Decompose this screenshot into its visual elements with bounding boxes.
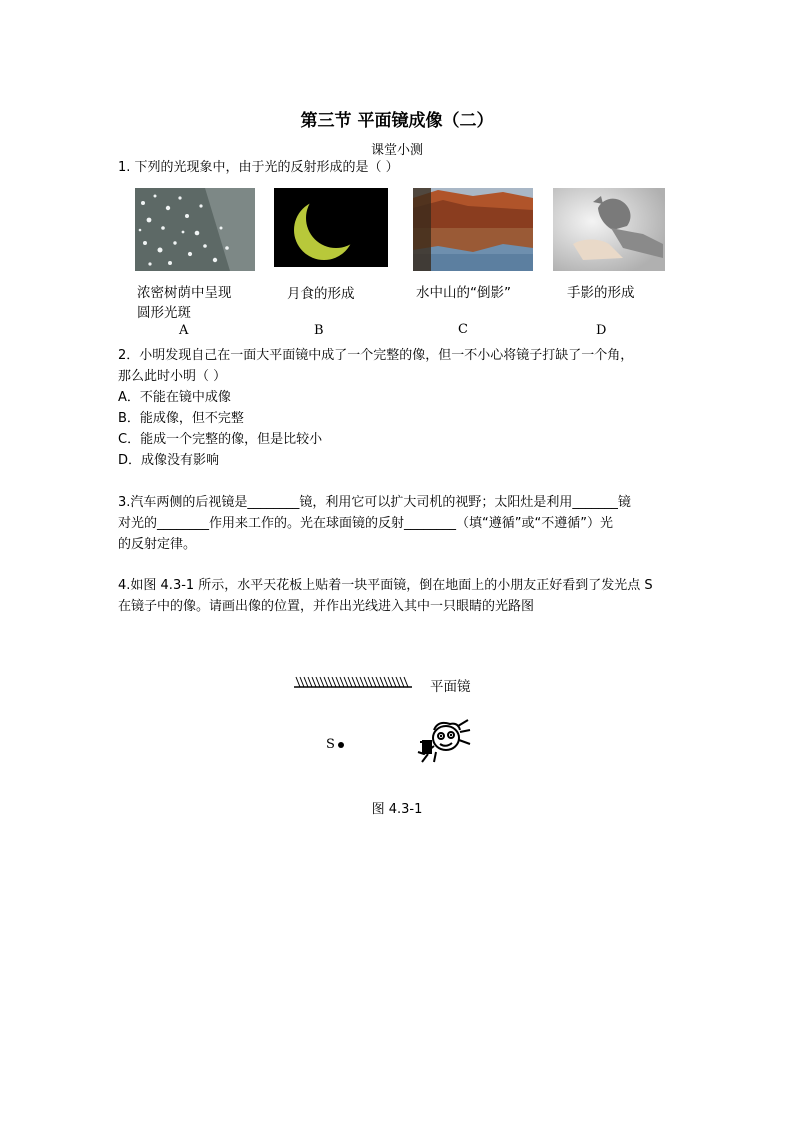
photo-hand-shadow (553, 188, 665, 271)
q4-line1: 4.如图 4.3-1 所示，水平天花板上贴着一块平面镜，倒在地面上的小朋友正好看到了发光点 S (118, 578, 653, 593)
page-subtitle: 课堂小测 (370, 143, 423, 158)
q2-option-c: C．能成一个完整的像，但是比较小 (118, 432, 323, 447)
option-b-caption: 月食的形成 (287, 286, 355, 302)
q3-line3: 的反射定律。 (118, 537, 197, 552)
photo-mountain-reflection (413, 188, 533, 271)
plane-mirror-icon (290, 672, 416, 690)
option-d-caption: 手影的形成 (567, 285, 635, 301)
q2-option-d: D．成像没有影响 (118, 453, 220, 468)
photo-eclipse (274, 188, 388, 267)
page-title: 第三节 平面镜成像（二） (300, 111, 494, 131)
photo-tree-shade-light-spots (135, 188, 255, 271)
q3-line1: 3.汽车两侧的后视镜是________镜，利用它可以扩大司机的视野；太阳灶是利用_______镜 (118, 495, 631, 510)
mirror-label: 平面镜 (430, 679, 471, 695)
option-c-caption: 水中山的“倒影” (416, 285, 511, 301)
q1-stem: 1. 下列的光现象中，由于光的反射形成的是（ ） (118, 160, 399, 175)
q4-line2: 在镜子中的像。请画出像的位置，并作出光线进入其中一只眼睛的光路图 (118, 599, 535, 614)
option-a-caption-line2: 圆形光斑 (137, 305, 191, 321)
option-b-letter: B (314, 323, 324, 338)
q2-option-b: B．能成像，但不完整 (118, 411, 244, 426)
figure-caption: 图 4.3-1 (371, 802, 423, 817)
option-c-letter: C (458, 322, 468, 337)
q2-stem-line2: 那么此时小明（ ） (118, 369, 227, 384)
light-point-dot (337, 741, 345, 749)
option-d-letter: D (596, 323, 607, 338)
child-lying-icon (410, 716, 476, 766)
q2-option-a: A．不能在镜中成像 (118, 390, 231, 405)
light-point-label: S (326, 737, 335, 752)
option-a-caption-line1: 浓密树荫中呈现 (137, 285, 232, 301)
q3-line2: 对光的________作用来工作的。光在球面镜的反射________（填“遵循”或“不遵循”）光 (118, 516, 613, 531)
q2-stem-line1: 2．小明发现自己在一面大平面镜中成了一个完整的像，但一不小心将镜子打缺了一个角， (118, 348, 634, 363)
option-a-letter: A (179, 323, 189, 338)
